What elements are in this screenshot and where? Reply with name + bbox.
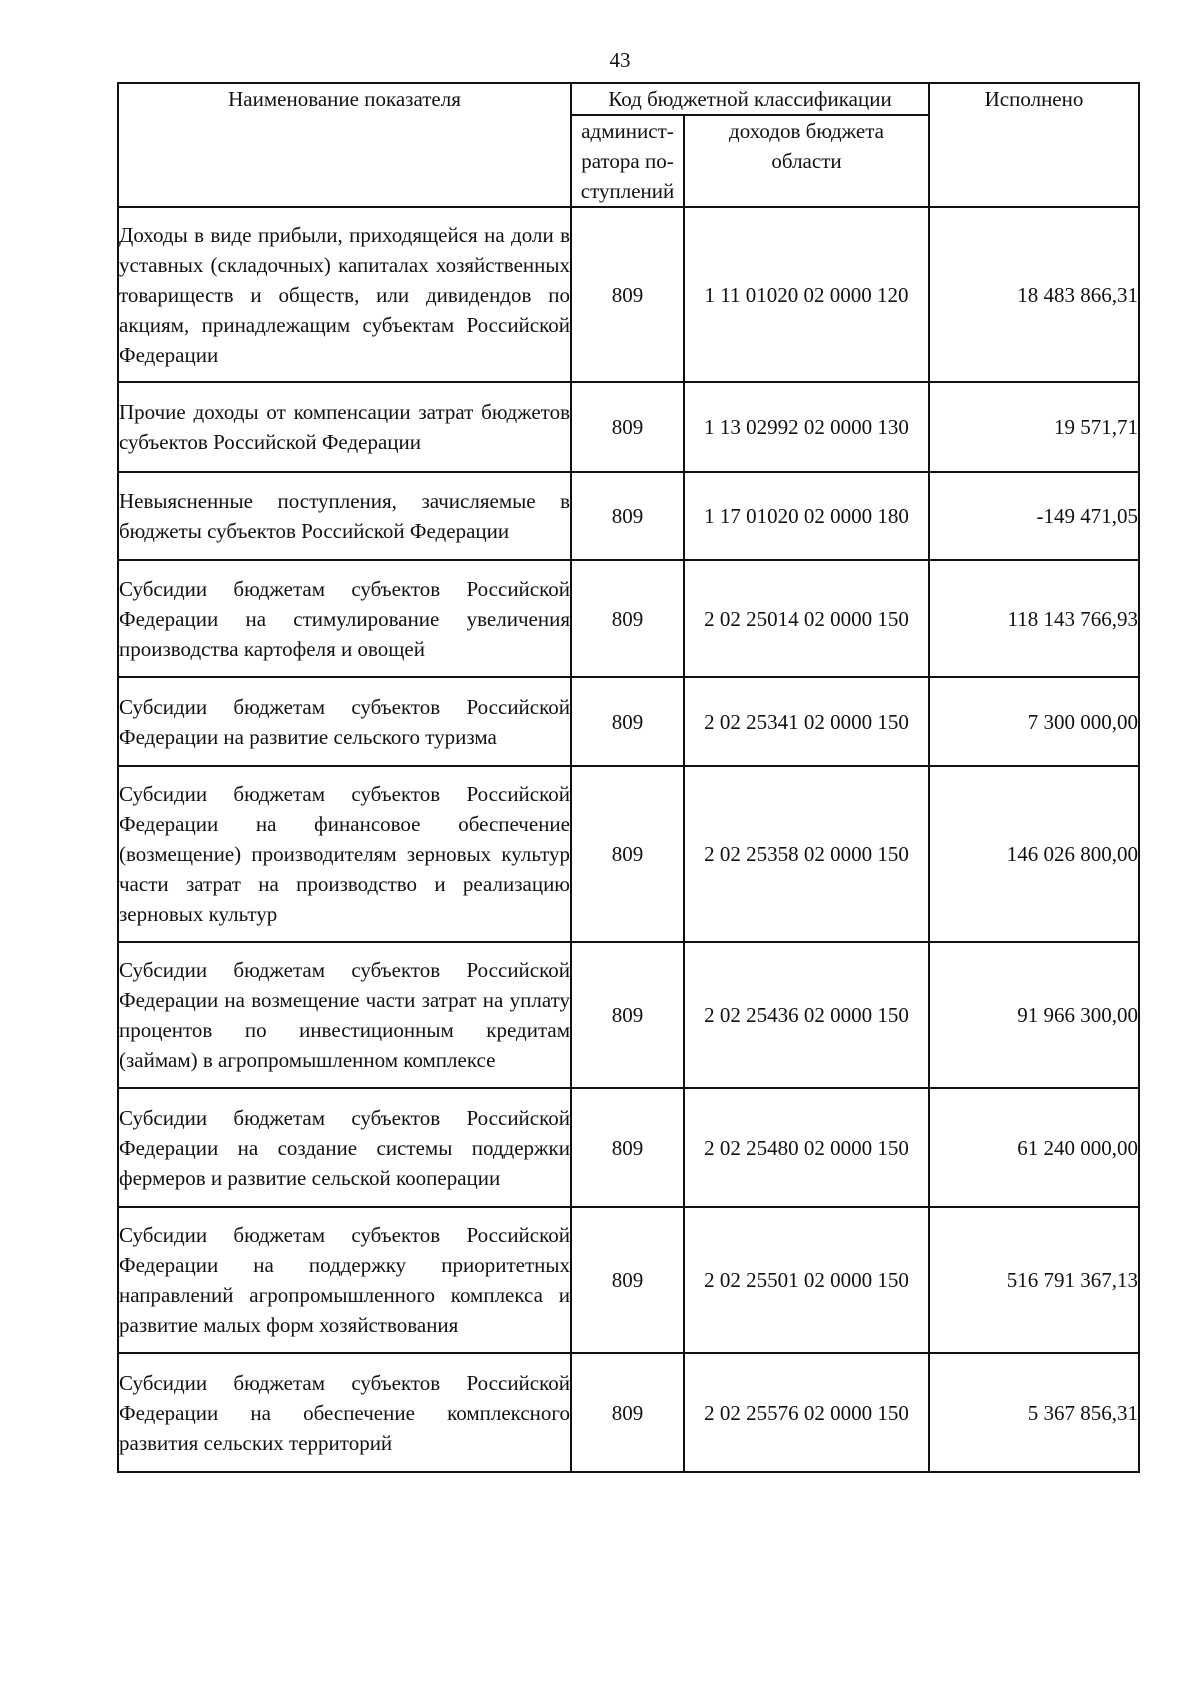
row-done: 146 026 800,00	[929, 766, 1139, 942]
header-income	[684, 115, 929, 207]
row-name: Субсидии бюджетам субъектов Российской Федерации на поддержку приоритетных направлений агропромышленного комплекса и развитие малых форм хозяйствования	[118, 1207, 571, 1353]
table-row	[118, 382, 1139, 472]
row-name: Доходы в виде прибыли, приходящейся на доли в уставных (складочных) капиталах хозяйственных товариществ и обществ, или дивидендов по акциям, принадлежащим субъектам Российской Федерации	[118, 207, 571, 382]
row-code: 2 02 25358 02 0000 150	[684, 766, 929, 942]
row-admin: 809	[571, 382, 684, 472]
row-code: 2 02 25436 02 0000 150	[684, 942, 929, 1088]
header-done: Исполнено	[929, 83, 1139, 207]
budget-table	[117, 82, 1140, 1473]
row-name: Субсидии бюджетам субъектов Российской Федерации на стимулирование увеличения производства картофеля и овощей	[118, 560, 571, 677]
table-row	[118, 677, 1139, 766]
table-row	[118, 1353, 1139, 1472]
row-done: 91 966 300,00	[929, 942, 1139, 1088]
row-code: 2 02 25014 02 0000 150	[684, 560, 929, 677]
row-code: 2 02 25576 02 0000 150	[684, 1353, 929, 1472]
page-number: 43	[609, 48, 631, 72]
row-admin: 809	[571, 472, 684, 560]
row-name: Субсидии бюджетам субъектов Российской Федерации на обеспечение комплексного развития сельских территорий	[118, 1353, 571, 1472]
header-admin-line: админист-	[581, 119, 674, 143]
row-code: 1 13 02992 02 0000 130	[684, 382, 929, 472]
header-code: Код бюджетной классификации	[571, 83, 929, 115]
header-admin-line: ратора по-	[581, 149, 674, 173]
row-code: 2 02 25501 02 0000 150	[684, 1207, 929, 1353]
row-code: 1 11 01020 02 0000 120	[684, 207, 929, 382]
row-admin: 809	[571, 766, 684, 942]
header-name: Наименование показателя	[118, 83, 571, 207]
table-row	[118, 1088, 1139, 1207]
row-done: -149 471,05	[929, 472, 1139, 560]
row-done: 19 571,71	[929, 382, 1139, 472]
table-row	[118, 766, 1139, 942]
row-done: 7 300 000,00	[929, 677, 1139, 766]
row-done: 61 240 000,00	[929, 1088, 1139, 1207]
row-code: 1 17 01020 02 0000 180	[684, 472, 929, 560]
table-row	[118, 472, 1139, 560]
row-name: Невыясненные поступления, зачисляемые в бюджеты субъектов Российской Федерации	[118, 472, 571, 560]
row-admin: 809	[571, 560, 684, 677]
row-code: 2 02 25341 02 0000 150	[684, 677, 929, 766]
row-name: Субсидии бюджетам субъектов Российской Федерации на создание системы поддержки фермеров и развитие сельской кооперации	[118, 1088, 571, 1207]
row-done: 5 367 856,31	[929, 1353, 1139, 1472]
table-row	[118, 560, 1139, 677]
row-admin: 809	[571, 1207, 684, 1353]
table-row	[118, 942, 1139, 1088]
row-code: 2 02 25480 02 0000 150	[684, 1088, 929, 1207]
row-admin: 809	[571, 207, 684, 382]
header-admin-line: ступлений	[580, 179, 675, 203]
table-row	[118, 1207, 1139, 1353]
row-admin: 809	[571, 942, 684, 1088]
row-admin: 809	[571, 1353, 684, 1472]
header-income-line: области	[771, 149, 842, 173]
row-done: 118 143 766,93	[929, 560, 1139, 677]
row-name: Прочие доходы от компенсации затрат бюджетов субъектов Российской Федерации	[118, 382, 571, 472]
row-done: 516 791 367,13	[929, 1207, 1139, 1353]
header-income-line: доходов бюджета	[729, 119, 884, 143]
row-done: 18 483 866,31	[929, 207, 1139, 382]
row-admin: 809	[571, 1088, 684, 1207]
row-name: Субсидии бюджетам субъектов Российской Федерации на возмещение части затрат на уплату процентов по инвестиционным кредитам (займам) в агропромышленном комплексе	[118, 942, 571, 1088]
table-row	[118, 207, 1139, 382]
row-name: Субсидии бюджетам субъектов Российской Федерации на финансовое обеспечение (возмещение) производителям зерновых культур части затрат на производство и реализацию зерновых культур	[118, 766, 571, 942]
row-name: Субсидии бюджетам субъектов Российской Федерации на развитие сельского туризма	[118, 677, 571, 766]
header-admin	[571, 115, 684, 207]
row-admin: 809	[571, 677, 684, 766]
